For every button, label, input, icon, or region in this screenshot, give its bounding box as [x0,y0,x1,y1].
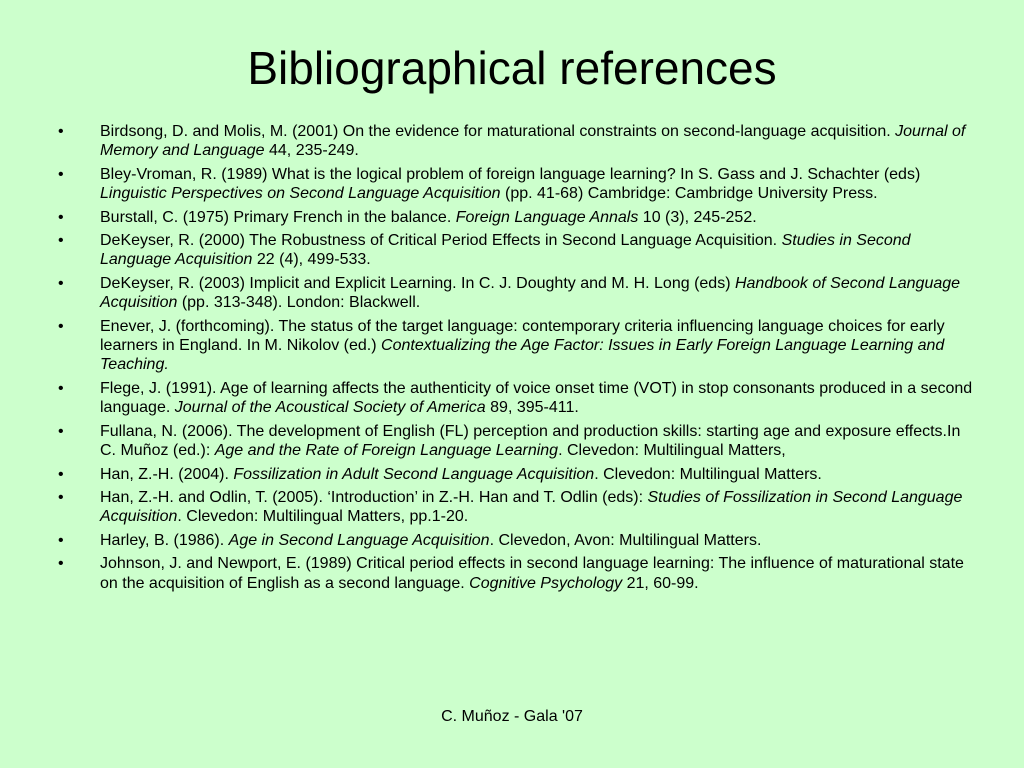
reference-details: 22 (4), 499-533. [252,251,371,269]
reference-text: Han, Z.-H. and Odlin, T. (2005). ‘Introduction’ in Z.-H. Han and T. Odlin (eds): [100,488,648,506]
reference-text: Johnson, J. and Newport, E. (1989) Critical period effects in second language learning: The influence of maturational state on the acquisition of English as a second language. [100,555,964,592]
reference-text: Han, Z.-H. (2004). [100,465,234,483]
list-item [58,488,974,527]
bullet-icon: • [58,555,64,573]
reference-details: . Clevedon, Avon: Multilingual Matters. [489,531,762,549]
reference-details: . Clevedon: Multilingual Matters, [558,442,786,460]
reference-details: . Clevedon: Multilingual Matters, pp.1-20. [177,508,469,526]
list-item [58,122,974,161]
list-item [58,554,974,593]
reference-source-title: Journal of Memory and Language [100,123,966,160]
list-item [58,208,974,227]
reference-source-title: Foreign Language Annals [455,208,639,226]
bullet-icon: • [58,123,64,140]
reference-source-title: Studies in Second Language Acquisition [100,232,911,269]
reference-source-title: Fossilization in Adult Second Language Acquisition [233,465,595,483]
reference-details: 89, 395-411. [485,399,579,417]
list-item [58,231,974,270]
page-title: Bibliographical references [247,42,777,94]
reference-text: Birdsong, D. and Molis, M. (2001) On the evidence for maturational constraints on second-language acquisition. [100,123,896,140]
reference-text: Enever, J. (forthcoming). The status of the target language: contemporary criteria influencing language choices for early learners in England. In M. Nikolov (ed.) [100,317,945,355]
reference-source-title: Contextualizing the Age Factor: Issues in Early Foreign Language Learning and Teaching. [100,337,945,374]
reference-details: 21, 60-99. [622,574,699,592]
reference-details: . Clevedon: Multilingual Matters. [594,465,822,483]
bullet-icon: • [58,488,64,506]
bullet-icon: • [58,531,64,549]
list-item [58,531,974,550]
bullet-icon: • [58,465,64,483]
bullet-icon: • [58,317,64,335]
bullet-icon: • [58,232,64,250]
reference-source-title: Journal of the Acoustical Society of America [174,399,486,417]
reference-details: 44, 235-249. [264,142,359,160]
list-item [58,274,974,313]
reference-text: Burstall, C. (1975) Primary French in the balance. [100,208,456,226]
bullet-icon: • [58,379,64,397]
reference-list [58,122,974,597]
reference-text: Flege, J. (1991). Age of learning affects the authenticity of voice onset time (VOT) in stop consonants produced in a second language. [100,379,973,417]
reference-source-title: Cognitive Psychology [469,574,623,592]
reference-details: (pp. 41-68) Cambridge: Cambridge University Press. [500,185,878,203]
reference-text: DeKeyser, R. (2003) Implicit and Explicit Learning. In C. J. Doughty and M. H. Long (eds) [100,274,735,292]
reference-text: Bley-Vroman, R. (1989) What is the logical problem of foreign language learning? In S. Gass and J. Schachter (eds) [100,165,921,183]
reference-source-title: Age in Second Language Acquisition [228,531,490,549]
list-item [58,422,974,461]
reference-text: Fullana, N. (2006). The development of English (FL) perception and production skills: starting age and exposure effects.In C. Muñoz (ed.): [100,422,961,460]
list-item [58,165,974,204]
reference-details: 10 (3), 245-252. [638,208,757,226]
bullet-icon: • [58,422,64,440]
footer-credit: C. Muñoz - Gala '07 [441,708,583,725]
bullet-icon: • [58,274,64,292]
reference-source-title: Linguistic Perspectives on Second Language Acquisition [100,185,501,203]
reference-source-title: Handbook of Second Language Acquisition [100,274,961,312]
list-item [58,379,974,418]
bullet-icon: • [58,165,64,183]
reference-text: DeKeyser, R. (2000) The Robustness of Critical Period Effects in Second Language Acquisition. [100,232,782,250]
list-item [58,465,974,484]
reference-text: Harley, B. (1986). [100,531,229,549]
reference-details: (pp. 313-348). London: Blackwell. [177,294,421,312]
list-item [58,317,974,375]
bullet-icon: • [58,208,64,226]
reference-source-title: Age and the Rate of Foreign Language Learning [214,442,559,460]
reference-source-title: Studies of Fossilization in Second Language Acquisition [100,488,963,526]
